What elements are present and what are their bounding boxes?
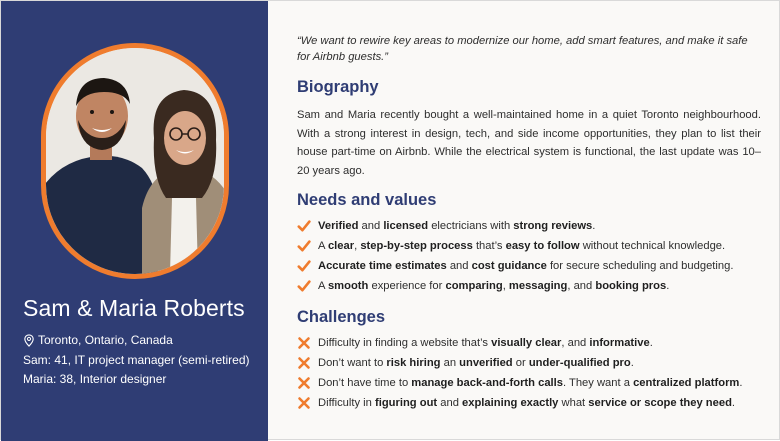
challenge-item-text <box>318 397 735 409</box>
emphasis-text: risk hiring <box>386 357 441 369</box>
plain-text: Difficulty in finding a website that’s <box>318 337 492 349</box>
challenges-heading: Challenges <box>297 308 386 326</box>
emphasis-text: unverified <box>459 357 513 369</box>
emphasis-text: centralized platform <box>633 377 740 389</box>
needs-item-text <box>318 240 725 252</box>
plain-text: and <box>437 397 463 409</box>
plain-text: an <box>440 357 460 369</box>
plain-text: . <box>592 220 596 232</box>
needs-item-text <box>318 220 595 232</box>
plain-text: and <box>358 220 384 232</box>
location-text: Toronto, Ontario, Canada <box>38 333 173 347</box>
plain-text: what <box>558 397 589 409</box>
plain-text: Don’t want to <box>318 357 387 369</box>
plain-text: , and <box>567 280 596 292</box>
plain-text: , <box>354 240 361 252</box>
challenge-item <box>297 333 767 353</box>
needs-item-text <box>318 260 733 272</box>
plain-text: or <box>512 357 529 369</box>
challenge-item <box>297 393 767 413</box>
emphasis-text: Accurate time estimates <box>318 260 447 272</box>
persona-details <box>23 331 250 390</box>
biography-heading: Biography <box>297 78 379 96</box>
challenge-item-text <box>318 337 653 349</box>
needs-item <box>297 236 767 256</box>
emphasis-text: easy to follow <box>505 240 580 252</box>
challenge-item-text <box>318 357 634 369</box>
plain-text: . <box>666 280 670 292</box>
needs-item <box>297 256 767 276</box>
plain-text: A <box>318 240 328 252</box>
plain-text: Difficulty in <box>318 397 375 409</box>
plain-text: , <box>502 280 509 292</box>
plain-text: . <box>739 377 743 389</box>
emphasis-text: clear <box>327 240 355 252</box>
check-icon <box>297 259 311 273</box>
persona-quote: “We want to rewire key areas to modernize our home, add smart features, and make it safe for Airbnb guests.” <box>297 35 748 63</box>
plain-text: without technical knowledge. <box>579 240 726 252</box>
emphasis-text: messaging <box>508 280 568 292</box>
cross-icon <box>297 356 311 370</box>
needs-item <box>297 216 767 236</box>
cross-icon <box>297 396 311 410</box>
emphasis-text: smooth <box>327 280 369 292</box>
plain-text: Don’t have time to <box>318 377 412 389</box>
map-pin-icon <box>23 334 35 347</box>
emphasis-text: cost guidance <box>471 260 547 272</box>
plain-text: A <box>318 280 328 292</box>
plain-text: , and <box>561 337 590 349</box>
couple-photo <box>41 43 229 279</box>
emphasis-text: figuring out <box>375 397 438 409</box>
emphasis-text: under-qualified pro <box>528 357 631 369</box>
challenge-item <box>297 353 767 373</box>
emphasis-text: licensed <box>383 220 429 232</box>
challenge-item <box>297 373 767 393</box>
emphasis-text: booking pros <box>595 280 667 292</box>
emphasis-text: step-by-step process <box>360 240 473 252</box>
cross-icon <box>297 376 311 390</box>
challenge-item-text <box>318 377 742 389</box>
plain-text: . <box>649 337 653 349</box>
emphasis-text: comparing <box>445 280 503 292</box>
emphasis-text: strong reviews <box>513 220 593 232</box>
persona-name: Sam & Maria Roberts <box>23 295 245 321</box>
needs-item <box>297 276 767 296</box>
plain-text: experience for <box>368 280 446 292</box>
emphasis-text: manage back-and-forth calls <box>411 377 563 389</box>
biography-text: Sam and Maria recently bought a well-maintained home in a quiet Toronto neighbourhood. With a strong interest in design, tech, and side income opportunities, they plan to list their house part-time on Airbnb. While the electrical system is functional, the last update was 10–20 years ago. <box>297 109 761 177</box>
emphasis-text: informative <box>589 337 650 349</box>
cross-icon <box>297 336 311 350</box>
check-icon <box>297 239 311 253</box>
emphasis-text: visually clear <box>491 337 562 349</box>
check-icon <box>297 279 311 293</box>
plain-text: that’s <box>472 240 506 252</box>
needs-list <box>297 216 767 296</box>
emphasis-text: Verified <box>318 220 359 232</box>
needs-heading: Needs and values <box>297 191 437 209</box>
emphasis-text: explaining exactly <box>462 397 559 409</box>
emphasis-text: service or scope they need <box>588 397 732 409</box>
plain-text: . <box>731 397 736 409</box>
plain-text: for secure scheduling and budgeting. <box>546 260 734 272</box>
profile-panel <box>1 1 268 441</box>
plain-text: . <box>630 357 634 369</box>
detail-sam: Sam: 41, IT project manager (semi-retired) <box>23 352 250 367</box>
check-icon <box>297 219 311 233</box>
challenges-list <box>297 333 767 413</box>
plain-text: . They want a <box>562 377 634 389</box>
plain-text: and <box>446 260 472 272</box>
detail-maria: Maria: 38, Interior designer <box>23 372 167 386</box>
location-row <box>23 331 250 351</box>
needs-item-text <box>318 280 669 292</box>
plain-text: electricians with <box>428 220 514 232</box>
